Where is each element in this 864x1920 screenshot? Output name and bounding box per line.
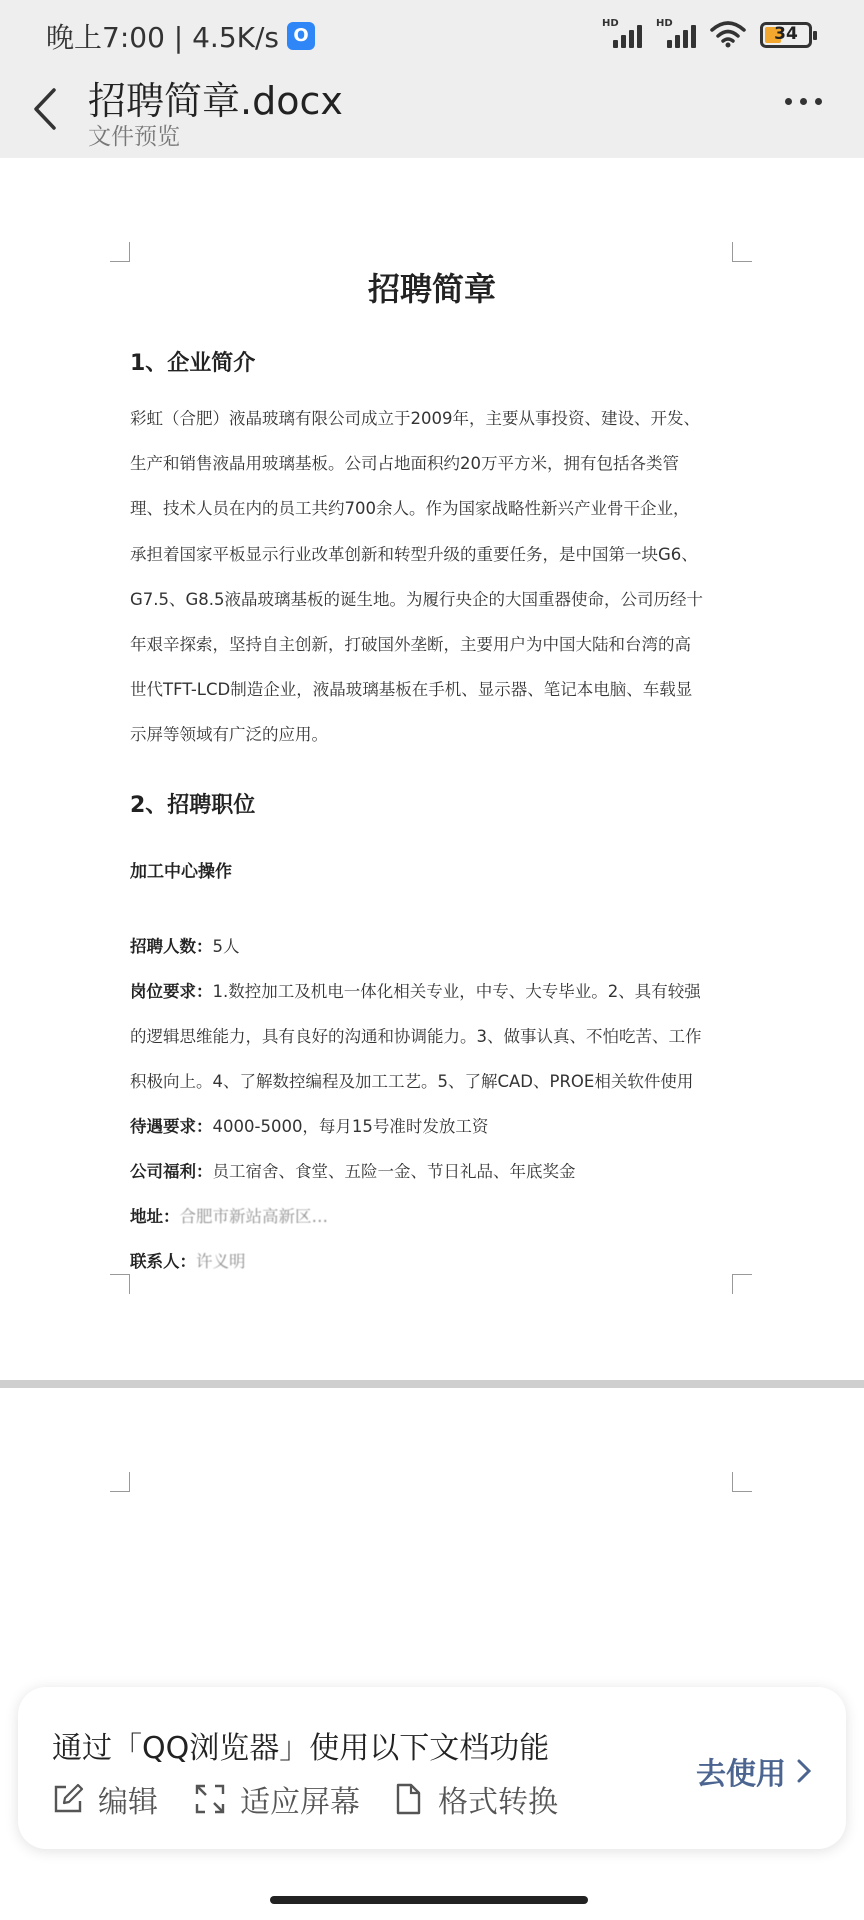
document-icon — [392, 1783, 424, 1815]
contact-label: 联系人： — [130, 1252, 196, 1271]
time-speed: 晚上7:00 | 4.5K/s — [46, 21, 280, 54]
headcount-value: 5人 — [212, 937, 240, 956]
page-divider — [0, 1380, 864, 1388]
signal-hd-label: HD — [656, 18, 673, 29]
requirement-line — [130, 978, 740, 1002]
job-title: 加工中心操作 — [130, 862, 232, 882]
back-icon[interactable] — [26, 84, 66, 134]
feature-edit[interactable] — [52, 1777, 158, 1821]
requirement-line: 积极向上。4、了解数控编程及加工工艺。5、了解CAD、PROE相关软件使用 — [130, 1072, 694, 1091]
qq-browser-promo-card — [18, 1687, 846, 1849]
vpn-icon: O — [287, 22, 315, 50]
headcount-line — [130, 933, 740, 957]
intro-line: 世代TFT-LCD制造企业，液晶玻璃基板在手机、显示器、笔记本电脑、车载显 — [130, 680, 693, 700]
headcount-label: 招聘人数： — [130, 937, 213, 956]
feature-fit-screen[interactable] — [194, 1777, 360, 1821]
feature-edit-label: 编辑 — [98, 1785, 158, 1820]
benefit-value: 员工宿舍、食堂、五险一金、节日礼品、年底奖金 — [212, 1162, 576, 1181]
document-title: 招聘简章 — [367, 270, 496, 308]
feature-fit-screen-label: 适应屏幕 — [240, 1785, 360, 1820]
fit-screen-icon — [194, 1783, 226, 1815]
promo-title: 通过「QQ浏览器」使用以下文档功能 — [52, 1731, 550, 1766]
pay-label: 待遇要求： — [130, 1117, 213, 1136]
address-value: 合肥市新站高新区… — [179, 1207, 328, 1226]
intro-line: 理、技术人员在内的员工共约700余人。作为国家战略性新兴产业骨干企业， — [130, 499, 690, 519]
page-corner-mark — [732, 1274, 752, 1294]
battery-level: 34 — [774, 24, 798, 44]
address-line — [130, 1203, 740, 1227]
chevron-right-icon — [796, 1758, 812, 1784]
intro-line: 年艰辛探索，坚持自主创新，打破国外垄断，主要用户为中国大陆和台湾的高 — [130, 635, 691, 655]
signal-hd-label: HD — [602, 18, 619, 29]
wifi-icon — [710, 20, 746, 48]
address-label: 地址： — [130, 1207, 180, 1226]
status-bar — [0, 0, 864, 68]
document-page — [0, 158, 864, 1380]
signal-icon — [656, 18, 696, 48]
home-indicator[interactable] — [270, 1896, 588, 1904]
battery-icon — [760, 22, 812, 48]
page-corner-mark — [110, 1274, 130, 1294]
intro-line: 生产和销售液晶用玻璃基板。公司占地面积约20万平方米，拥有包括各类管 — [130, 454, 679, 474]
section2-heading: 2、招聘职位 — [130, 793, 256, 818]
requirement-text: 1.数控加工及机电一体化相关专业，中专、大专毕业。2、具有较强 — [212, 982, 701, 1001]
status-right — [602, 18, 812, 48]
file-subtitle: 文件预览 — [88, 124, 180, 150]
company-intro — [130, 396, 738, 758]
go-use-button[interactable] — [696, 1749, 812, 1793]
intro-line: 彩虹（合肥）液晶玻璃有限公司成立于2009年，主要从事投资、建设、开发、 — [130, 409, 700, 428]
contact-value: 许义明 — [196, 1252, 246, 1271]
pay-value: 4000-5000，每月15号准时发放工资 — [212, 1117, 489, 1136]
header — [0, 68, 864, 158]
page-corner-mark — [732, 242, 752, 262]
signal-icon — [602, 18, 642, 48]
section1-heading: 1、企业简介 — [130, 351, 256, 376]
contact-line — [130, 1248, 740, 1272]
page-corner-mark — [732, 1472, 752, 1492]
file-title: 招聘简章.docx — [88, 79, 343, 123]
pay-line — [130, 1113, 740, 1137]
edit-icon — [52, 1783, 84, 1815]
intro-line: 示屏等领域有广泛的应用。 — [130, 725, 328, 745]
go-use-label: 去使用 — [696, 1757, 786, 1792]
benefit-line — [130, 1158, 740, 1182]
feature-convert[interactable] — [392, 1777, 558, 1821]
requirement-label: 岗位要求： — [130, 982, 213, 1001]
page-corner-mark — [110, 242, 130, 262]
page-corner-mark — [110, 1472, 130, 1492]
more-icon[interactable] — [785, 98, 822, 105]
intro-line: G7.5、G8.5液晶玻璃基板的诞生地。为履行央企的大国重器使命，公司历经十 — [130, 589, 704, 609]
status-left — [46, 16, 315, 56]
benefit-label: 公司福利： — [130, 1162, 213, 1181]
requirement-line: 的逻辑思维能力，具有良好的沟通和协调能力。3、做事认真、不怕吃苦、工作 — [130, 1027, 702, 1046]
intro-line: 承担着国家平板显示行业改革创新和转型升级的重要任务，是中国第一块G6、 — [130, 544, 698, 564]
feature-convert-label: 格式转换 — [438, 1785, 558, 1820]
